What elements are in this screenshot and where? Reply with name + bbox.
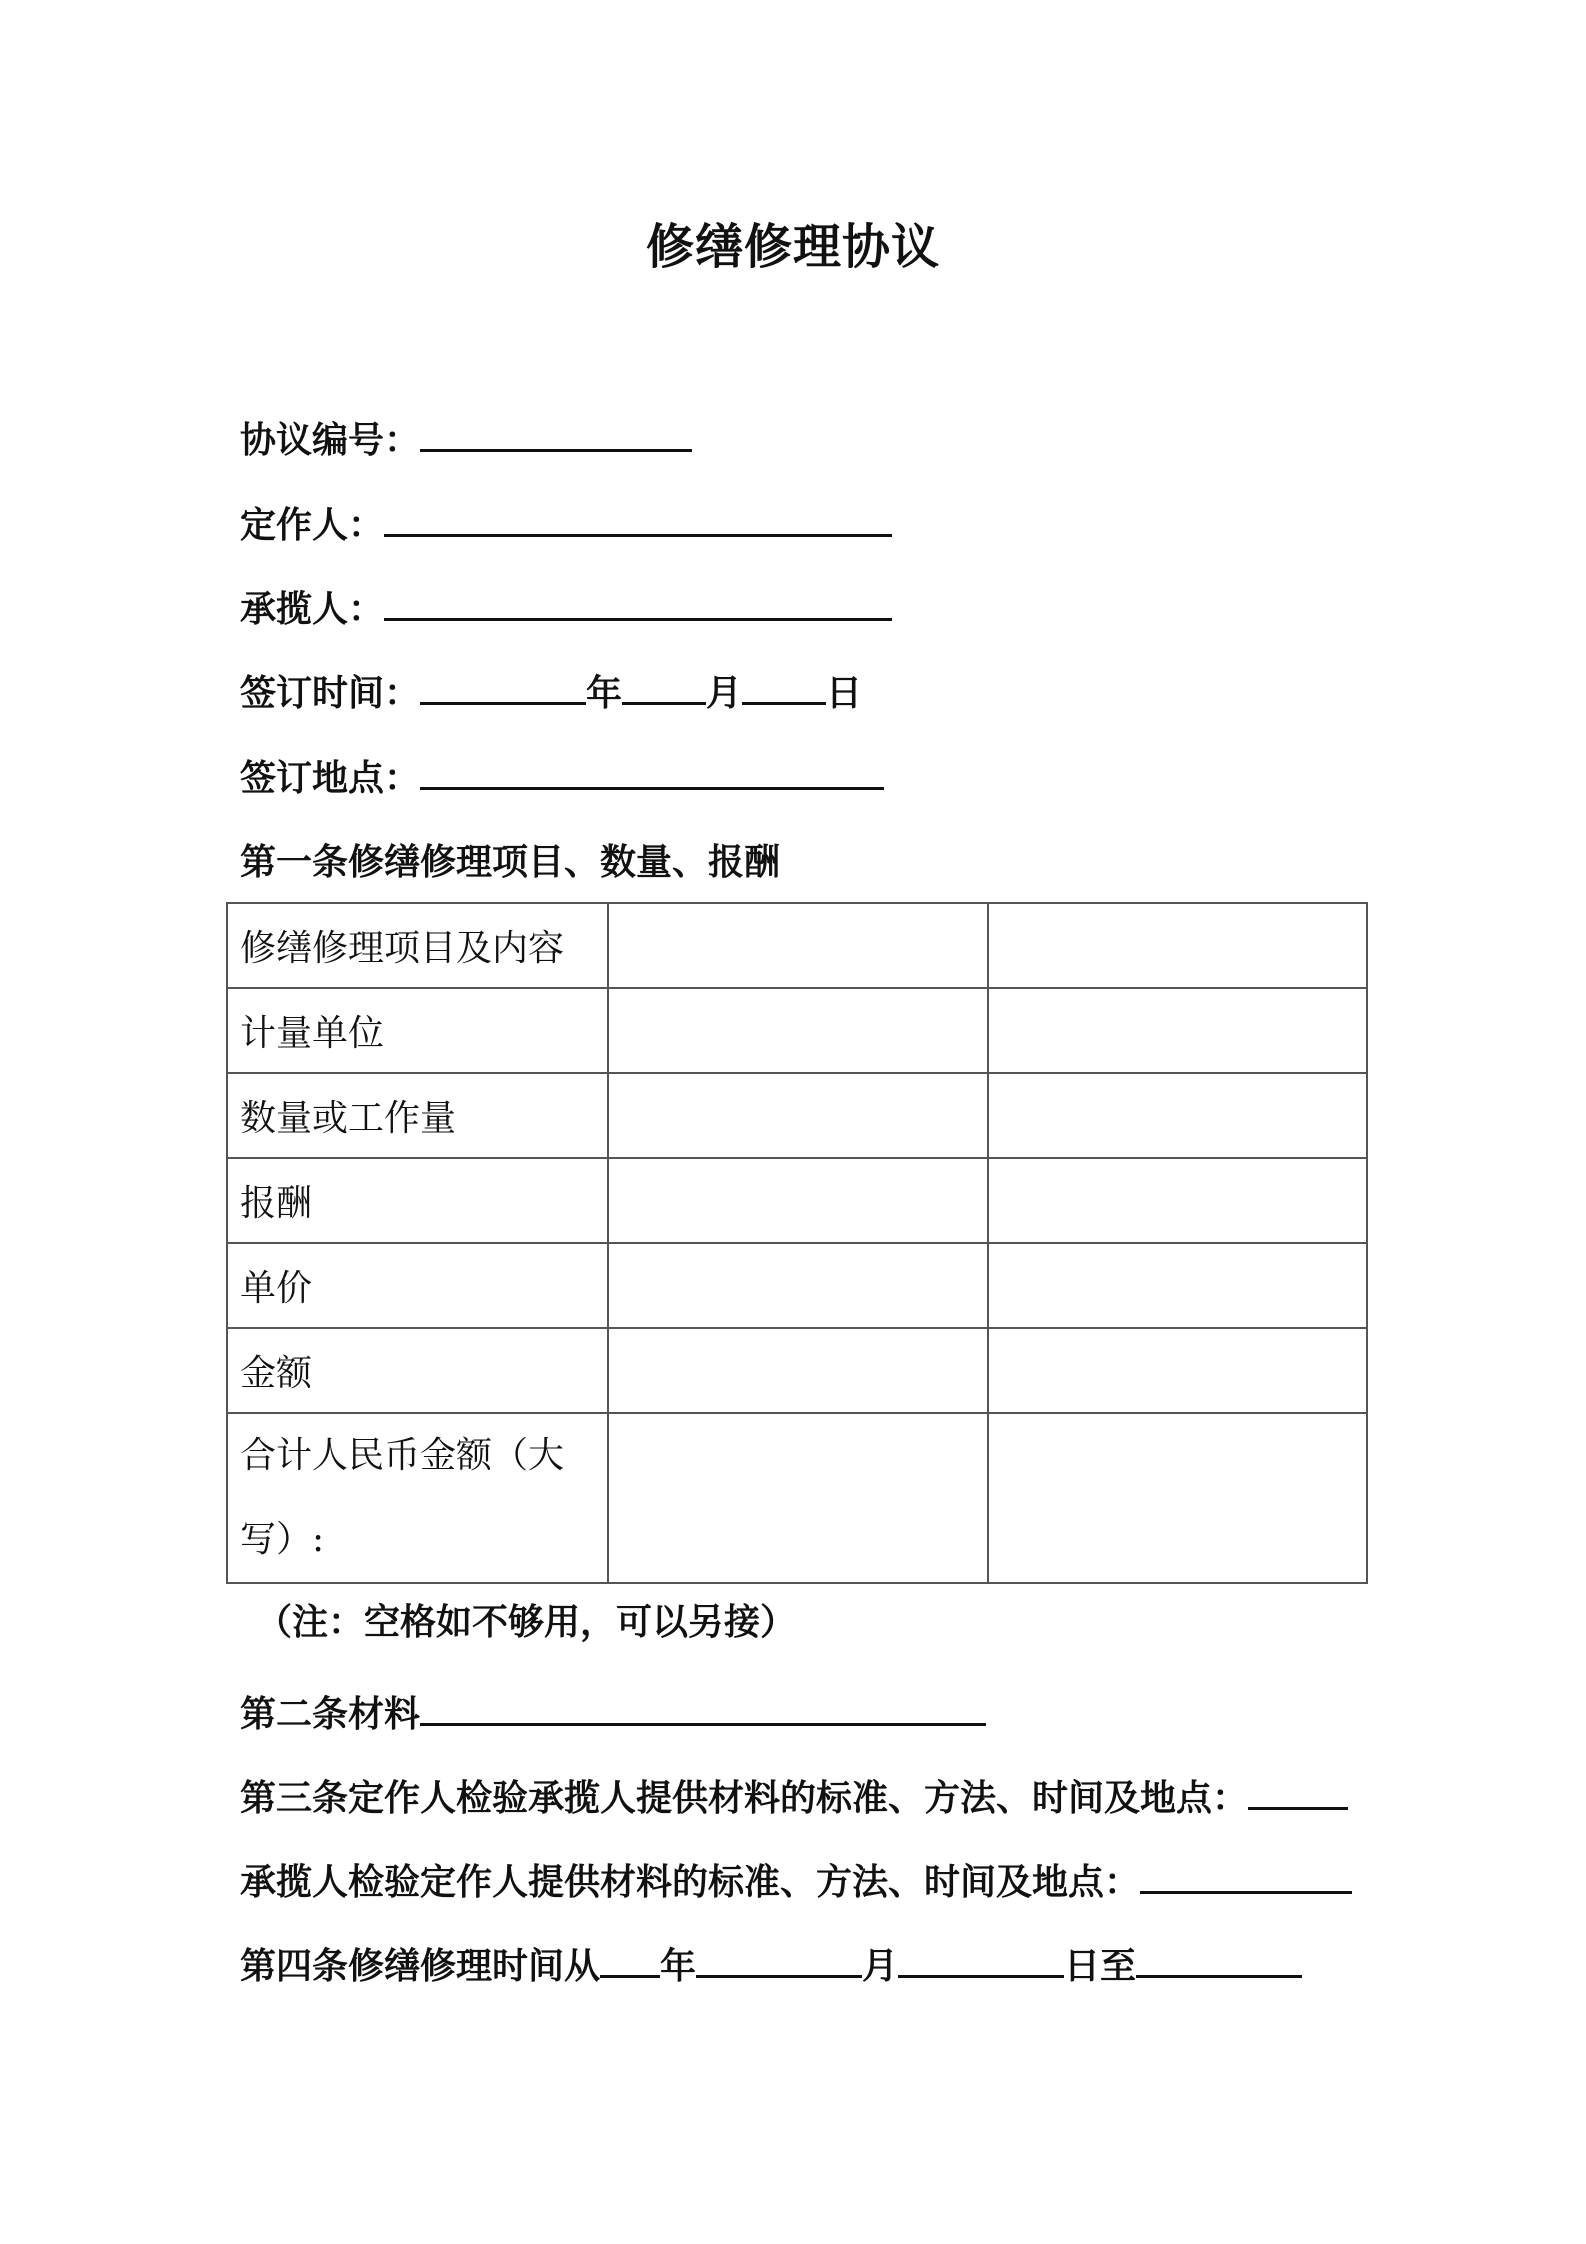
table-note: （注：空格如不够用，可以另接）	[256, 1602, 797, 1643]
article-4-month-blank[interactable]	[696, 1943, 862, 1978]
contractor-line	[240, 581, 892, 632]
table-cell[interactable]	[988, 988, 1368, 1073]
table-row	[227, 1158, 1367, 1243]
agreement-no-blank[interactable]	[420, 417, 692, 452]
article-4-line	[240, 1938, 1302, 1989]
sign-year-blank[interactable]	[420, 670, 586, 705]
sign-day-label: 日	[826, 673, 863, 714]
table-cell[interactable]	[988, 1243, 1368, 1328]
agreement-no-label: 协议编号：	[240, 420, 421, 461]
client-blank[interactable]	[384, 502, 892, 537]
article-3-label: 第三条定作人检验承揽人提供材料的标准、方法、时间及地点：	[240, 1778, 1249, 1819]
article-2-label: 第二条材料	[240, 1694, 421, 1735]
row-label: 报酬	[227, 1158, 608, 1243]
row-label: 修缮修理项目及内容	[227, 903, 608, 988]
article-4-year-blank[interactable]	[600, 1943, 660, 1978]
article-4-year-label: 年	[660, 1946, 697, 1987]
article-3-line	[240, 1770, 1348, 1821]
sign-day-blank[interactable]	[742, 670, 826, 705]
contractor-label: 承揽人：	[240, 589, 385, 630]
table-row	[227, 1328, 1367, 1413]
client-label: 定作人：	[240, 505, 385, 546]
table-cell[interactable]	[608, 1413, 988, 1583]
table-cell[interactable]	[988, 903, 1368, 988]
table-cell[interactable]	[988, 1328, 1368, 1413]
table-cell[interactable]	[608, 1243, 988, 1328]
sign-place-blank[interactable]	[420, 755, 884, 790]
sign-month-label: 月	[706, 673, 743, 714]
table-row	[227, 903, 1367, 988]
row-label: 单价	[227, 1243, 608, 1328]
article-2-line	[240, 1686, 986, 1737]
article-4-month-label: 月	[862, 1946, 899, 1987]
table-cell[interactable]	[988, 1413, 1368, 1583]
row-label: 数量或工作量	[227, 1073, 608, 1158]
agreement-no-line	[240, 412, 692, 463]
table-cell[interactable]	[988, 1158, 1368, 1243]
article-4-dayto-label: 日至	[1064, 1946, 1137, 1987]
document-title: 修缮修理协议	[645, 219, 940, 275]
article-4-day-blank[interactable]	[898, 1943, 1064, 1978]
article-2-blank[interactable]	[420, 1691, 986, 1726]
table-cell[interactable]	[608, 1328, 988, 1413]
table-row	[227, 1413, 1367, 1583]
sign-date-line	[240, 665, 862, 716]
article-3b-label: 承揽人检验定作人提供材料的标准、方法、时间及地点：	[240, 1862, 1141, 1903]
table-cell[interactable]	[608, 903, 988, 988]
article-3-blank[interactable]	[1248, 1775, 1348, 1810]
sign-year-label: 年	[586, 673, 623, 714]
row-label: 计量单位	[227, 988, 608, 1073]
table-cell[interactable]	[988, 1073, 1368, 1158]
sign-place-label: 签订地点：	[240, 758, 421, 799]
table-cell[interactable]	[608, 988, 988, 1073]
article-4-label: 第四条修缮修理时间从	[240, 1946, 601, 1987]
table-cell[interactable]	[608, 1073, 988, 1158]
sign-date-label: 签订时间：	[240, 673, 421, 714]
table-row	[227, 1243, 1367, 1328]
items-table	[226, 902, 1368, 1584]
contractor-blank[interactable]	[384, 586, 892, 621]
table-row	[227, 988, 1367, 1073]
table-cell[interactable]	[608, 1158, 988, 1243]
article-4-end-blank[interactable]	[1136, 1943, 1302, 1978]
article-3b-line	[240, 1854, 1352, 1905]
sign-month-blank[interactable]	[622, 670, 706, 705]
table-row	[227, 1073, 1367, 1158]
row-label: 金额	[227, 1328, 608, 1413]
client-line	[240, 497, 892, 548]
row-label: 合计人民币金额（大写）:	[227, 1413, 608, 1583]
article-1-heading: 第一条修缮修理项目、数量、报酬	[240, 842, 781, 883]
sign-place-line	[240, 750, 884, 801]
article-3b-blank[interactable]	[1140, 1859, 1352, 1894]
